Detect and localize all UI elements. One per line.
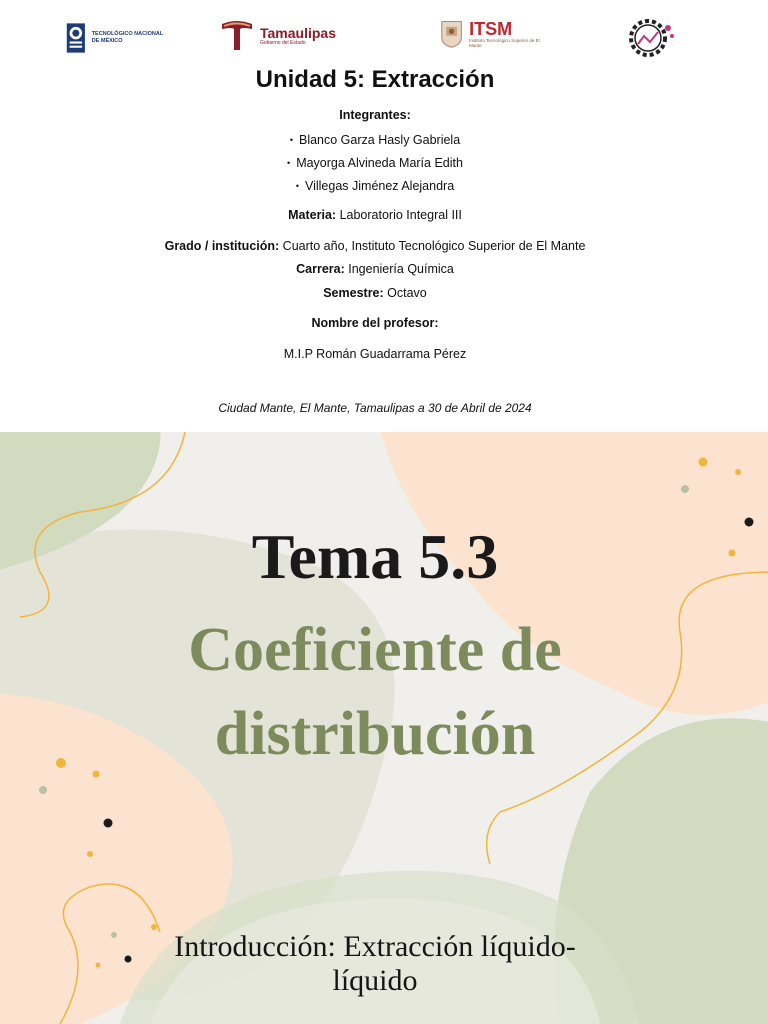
itsm-logo-sub: Instituto Tecnológico Superior de El Mante [469,37,540,48]
members-heading [0,108,750,122]
member-item [0,132,750,147]
gear-icon [624,14,678,62]
cover-title: Unidad 5: Extracción [255,66,495,93]
carrera-line [0,262,750,276]
tamaulipas-logo-sub: Gobierno del Estado [260,40,306,47]
slide-tema [0,432,768,1024]
tamaulipas-logo-name: Tamaulipas [260,24,336,41]
cover-page [0,0,768,432]
tecnm-emblem-icon [64,15,88,61]
members-label: Integrantes: [339,108,411,122]
materia-value: Laboratorio Integral III [339,208,462,222]
profesor-label: Nombre del profesor: [311,316,439,330]
profesor-name: M.I.P Román Guadarrama Pérez [283,347,467,361]
bullet-icon: • [289,135,293,145]
intro-heading-line: líquido [332,964,418,997]
tecnm-logo-text: TECNOLÓGICO NACIONAL DE MÉXICO [91,31,164,44]
itsm-logo-name: ITSM [469,18,513,39]
profesor-heading [0,316,750,330]
materia-label: Materia: [288,208,337,222]
member-item [0,178,750,193]
tema-title: Tema 5.3 [251,521,499,592]
member-name: Villegas Jiménez Alejandra [304,179,455,193]
member-item [0,155,750,170]
intro-heading-line: Introducción: Extracción líquido- [174,930,576,963]
grado-label: Grado / institución: [164,239,280,253]
itsm-logo [440,14,544,54]
tema-subtitle-line: Coeficiente de [188,616,562,684]
grado-line [0,239,750,253]
bullet-icon: • [295,181,299,191]
intro-heading [140,930,610,998]
member-name: Blanco Garza Hasly Gabriela [298,133,461,147]
tamaulipas-t-icon [220,20,254,52]
tamaulipas-logo [220,14,344,58]
carrera-label: Carrera: [296,262,345,276]
carrera-value: Ingeniería Química [348,262,454,276]
bullet-icon: • [287,158,291,168]
semestre-label: Semestre: [323,286,384,300]
tema-subtitle-line: distribución [214,700,536,768]
tema-subtitle [0,608,750,776]
semestre-value: Octavo [387,286,427,300]
ingenieria-quimica-logo [624,14,680,62]
tecnm-logo [64,14,164,62]
grado-value: Cuarto año, Instituto Tecnológico Superior de El Mante [282,239,586,253]
date-line: Ciudad Mante, El Mante, Tamaulipas a 30 de Abril de 2024 [218,401,532,415]
itsm-shield-icon [440,18,463,50]
materia-line [0,208,750,222]
member-name: Mayorga Alvineda María Edith [296,156,463,170]
semestre-line [0,286,750,300]
